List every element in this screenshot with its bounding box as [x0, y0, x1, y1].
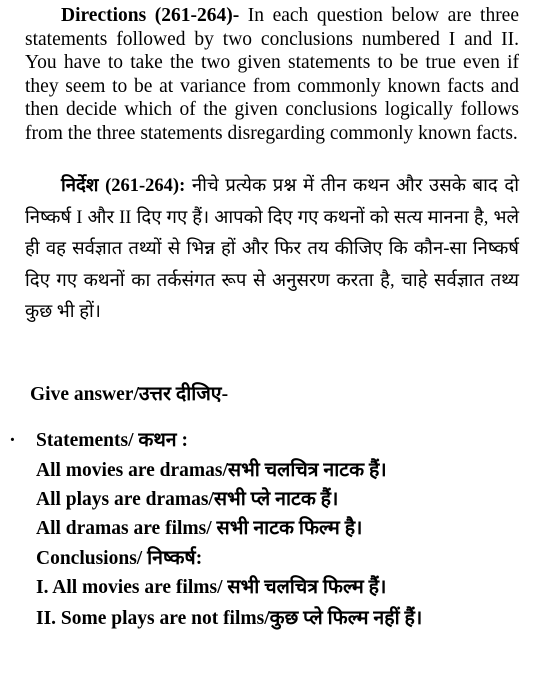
directions-hindi-text: नीचे प्रत्येक प्रश्न में तीन कथन और उसके बाद दो निष्कर्ष I और II दिए गए हैं। आपको दिए गए कथनों को सत्य मानना है, भले ही वह सर्वज्ञात तथ्यों से भिन्न हों और फिर तय कीजिए कि कौन-सा निष्कर्ष दिए गए कथनों का तर्कसंगत रूप से अनुसरण करता है, चाहे सर्वज्ञात तथ्य कुछ भी हों।: [25, 176, 519, 322]
statements-heading: Statements/ कथन :: [36, 430, 188, 451]
statement-1: All movies are dramas/सभी चलचित्र नाटक हैं।: [36, 460, 387, 481]
directions-english-lead: Directions (261-264)-: [61, 5, 240, 26]
conclusions-heading: Conclusions/ निष्कर्ष:: [36, 548, 203, 569]
conclusion-2: II. Some plays are not films/कुछ प्ले फिल्म नहीं हैं।: [36, 608, 423, 629]
statement-3: All dramas are films/ सभी नाटक फिल्म है।: [36, 518, 363, 539]
statement-2: All plays are dramas/सभी प्ले नाटक हैं।: [36, 489, 339, 510]
directions-hindi-lead: निर्देश (261-264):: [61, 176, 186, 196]
directions-hindi: [25, 171, 519, 329]
directions-english: [25, 4, 519, 146]
question-bullet: .: [10, 425, 15, 446]
conclusion-1: I. All movies are films/ सभी चलचित्र फिल्म हैं।: [36, 577, 387, 598]
give-answer-label: Give answer/उत्तर दीजिए-: [30, 384, 229, 405]
directions-english-text: In each question below are three statements followed by two conclusions numbered I and II. You have to take the two given statements to be true even if they seem to be at variance from commonly known facts and then decide which of the given conclusions logically follows from the three statements disregarding commonly known facts.: [25, 5, 519, 144]
